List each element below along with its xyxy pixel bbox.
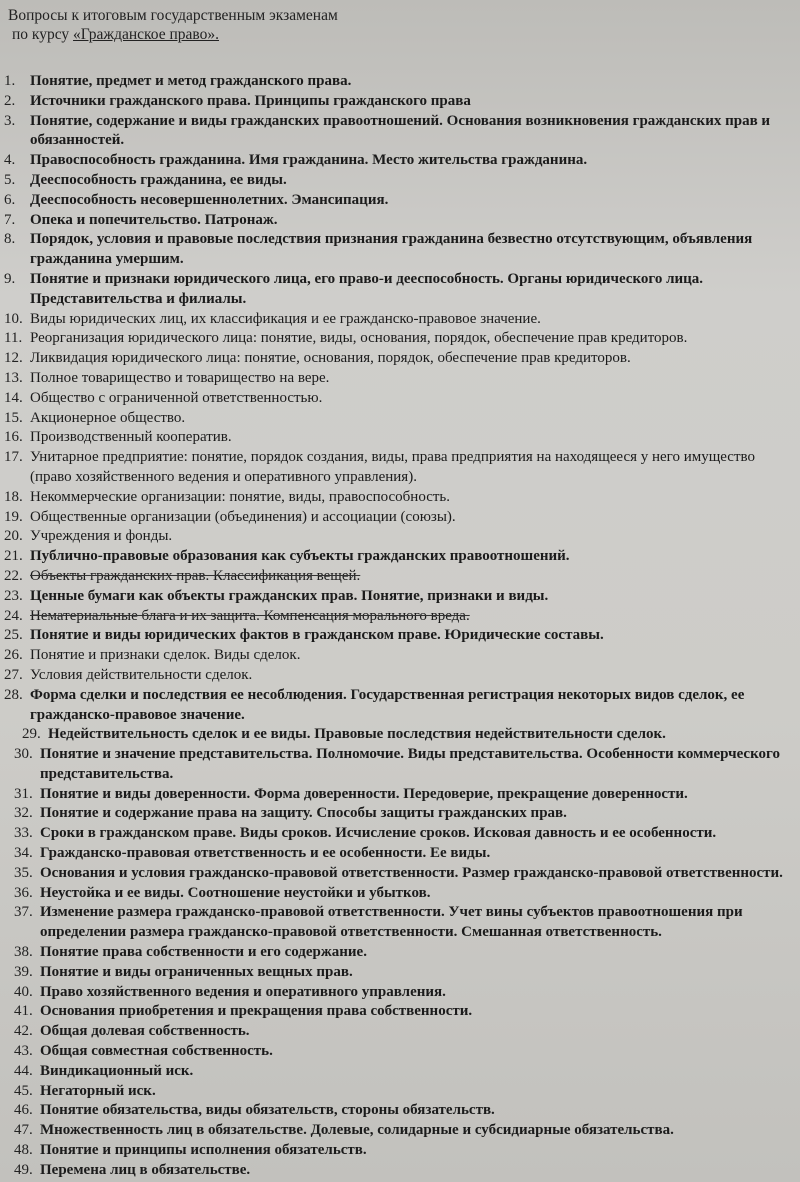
question-number: 12. <box>4 350 23 367</box>
question-number: 5. <box>4 171 16 188</box>
question-number: 22. <box>4 567 23 584</box>
question-text: Нематериальные блага и их защита. Компенсация морального вреда. <box>30 607 470 624</box>
question-item <box>0 488 800 508</box>
document-title-line2 <box>8 25 338 44</box>
question-number: 45. <box>14 1082 33 1099</box>
question-item <box>0 666 800 686</box>
question-item <box>0 112 800 152</box>
question-text: Унитарное предприятие: понятие, порядок создания, виды, права предприятия на находящееся у него имущество (право хозяйственного ведения и оперативного управления). <box>30 449 756 485</box>
question-text: Понятие и виды ограниченных вещных прав. <box>40 963 353 980</box>
question-item <box>0 1082 800 1102</box>
question-number: 33. <box>14 825 33 842</box>
question-item <box>0 448 800 488</box>
question-item <box>0 587 800 607</box>
question-item <box>0 270 800 310</box>
question-number: 46. <box>14 1102 33 1119</box>
question-number: 48. <box>14 1142 33 1159</box>
question-number: 30. <box>14 746 33 763</box>
question-number: 1. <box>4 73 16 89</box>
course-subject: «Гражданское право». <box>73 26 219 43</box>
question-item <box>0 230 800 270</box>
question-text: Виды юридических лиц, их классификация и ее гражданско-правовое значение. <box>30 310 541 327</box>
question-text: Понятие и содержание права на защиту. Способы защиты гражданских прав. <box>40 805 567 822</box>
question-text: Сроки в гражданском праве. Виды сроков. Исчисление сроков. Исковая давность и ее особенности. <box>40 825 717 842</box>
question-text: Негаторный иск. <box>40 1082 156 1099</box>
question-text: Виндикационный иск. <box>40 1062 194 1079</box>
question-number: 10. <box>4 310 23 327</box>
question-text: Ценные бумаги как объекты гражданских прав. Понятие, признаки и виды. <box>30 587 549 604</box>
question-number: 16. <box>4 429 23 446</box>
question-text: Некоммерческие организации: понятие, виды, правоспособность. <box>30 488 451 505</box>
question-text: Учреждения и фонды. <box>30 528 173 545</box>
question-item <box>0 92 800 112</box>
question-number: 29. <box>22 726 41 743</box>
question-item <box>0 349 800 369</box>
question-number: 36. <box>14 884 33 901</box>
question-number: 2. <box>4 92 16 109</box>
question-text: Общая совместная собственность. <box>40 1043 273 1060</box>
question-number: 24. <box>4 607 23 624</box>
question-number: 37. <box>14 904 33 921</box>
question-item <box>0 804 800 824</box>
question-text: Понятие и виды доверенности. Форма доверенности. Передоверие, прекращение доверенности. <box>40 785 688 802</box>
question-item <box>0 191 800 211</box>
question-item <box>0 607 800 627</box>
question-item <box>0 428 800 448</box>
question-item <box>0 686 800 726</box>
question-number: 8. <box>4 231 16 248</box>
question-text: Общая долевая собственность. <box>40 1023 250 1040</box>
question-number: 17. <box>4 449 23 466</box>
question-item <box>0 1161 800 1181</box>
question-number: 6. <box>4 191 16 208</box>
question-item <box>0 884 800 904</box>
question-item <box>0 310 800 330</box>
question-text: Право хозяйственного ведения и оперативного управления. <box>40 983 446 1000</box>
question-text: Изменение размера гражданско-правовой ответственности. Учет вины субъектов правоотношения при определении размера гражданско-правовой ответственности. Смешанная ответственность. <box>40 904 743 941</box>
question-text: Источники гражданского права. Принципы гражданского права <box>30 92 471 109</box>
question-item <box>0 1121 800 1141</box>
question-list <box>0 72 800 1181</box>
question-text: Ликвидация юридического лица: понятие, основания, порядок, обеспечение прав кредиторов. <box>30 350 631 367</box>
question-item <box>0 567 800 587</box>
question-item <box>0 864 800 884</box>
question-item <box>0 745 800 785</box>
question-text: Понятие и признаки юридического лица, его право-и дееспособность. Органы юридического лица. Представительства и филиалы. <box>30 270 704 307</box>
question-text: Общественные организации (объединения) и ассоциации (союзы). <box>30 508 456 525</box>
question-item <box>0 983 800 1003</box>
question-number: 13. <box>4 369 23 386</box>
question-number: 42. <box>14 1023 33 1040</box>
question-text: Неустойка и ее виды. Соотношение неустойки и убытков. <box>40 884 431 901</box>
question-text: Производственный кооператив. <box>30 429 232 446</box>
question-text: Основания и условия гражданско-правовой ответственности. Размер гражданско-правовой ответственности. <box>40 864 783 881</box>
question-item <box>0 211 800 231</box>
question-item <box>0 943 800 963</box>
question-text: Гражданско-правовая ответственность и ее особенности. Ее виды. <box>40 845 491 862</box>
question-text: Недействительность сделок и ее виды. Правовые последствия недействительности сделок. <box>48 726 666 743</box>
question-number: 14. <box>4 389 23 406</box>
question-item <box>0 329 800 349</box>
question-number: 47. <box>14 1122 33 1139</box>
question-item <box>0 409 800 429</box>
question-item <box>0 1101 800 1121</box>
question-text: Полное товарищество и товарищество на вере. <box>30 369 330 386</box>
question-text: Порядок, условия и правовые последствия признания гражданина безвестно отсутствующим, объявления гражданина умершим. <box>30 231 753 268</box>
question-text: Форма сделки и последствия ее несоблюдения. Государственная регистрация некоторых видов сделок, ее гражданско-правовое значение. <box>30 686 745 723</box>
question-number: 7. <box>4 211 16 228</box>
question-text: Понятие и виды юридических фактов в гражданском праве. Юридические составы. <box>30 627 604 644</box>
question-text: Правоспособность гражданина. Имя гражданина. Место жительства гражданина. <box>30 152 588 169</box>
question-number: 3. <box>4 112 16 129</box>
question-number: 4. <box>4 152 16 169</box>
question-number: 39. <box>14 963 33 980</box>
question-text: Опека и попечительство. Патронаж. <box>30 211 278 228</box>
question-text: Понятие, содержание и виды гражданских правоотношений. Основания возникновения гражданских прав и обязанностей. <box>30 112 771 149</box>
question-number: 49. <box>14 1161 33 1178</box>
question-number: 40. <box>14 983 33 1000</box>
question-number: 34. <box>14 845 33 862</box>
document-title-line1: Вопросы к итоговым государственным экзаменам <box>8 7 338 24</box>
question-item <box>0 626 800 646</box>
question-item <box>0 844 800 864</box>
question-number: 19. <box>4 508 23 525</box>
question-number: 35. <box>14 864 33 881</box>
question-item <box>0 1022 800 1042</box>
question-item <box>0 1141 800 1161</box>
question-text: Множественность лиц в обязательстве. Долевые, солидарные и субсидиарные обязательства. <box>40 1122 674 1139</box>
question-item <box>0 151 800 171</box>
question-number: 44. <box>14 1062 33 1079</box>
question-text: Понятие и значение представительства. Полномочие. Виды представительства. Особенности коммерческого представительства. <box>40 746 780 782</box>
question-item <box>0 963 800 983</box>
question-text: Понятие, предмет и метод гражданского права. <box>30 73 352 89</box>
question-item <box>0 903 800 943</box>
question-item <box>0 1062 800 1082</box>
question-text: Условия действительности сделок. <box>30 666 253 683</box>
question-text: Понятие права собственности и его содержание. <box>40 944 367 961</box>
question-number: 9. <box>4 270 16 287</box>
question-item <box>0 725 800 745</box>
question-text: Акционерное общество. <box>30 409 186 426</box>
question-number: 31. <box>14 785 33 802</box>
question-number: 23. <box>4 587 23 604</box>
question-item <box>0 785 800 805</box>
question-text: Дееспособность несовершеннолетних. Эмансипация. <box>30 191 389 208</box>
question-item <box>0 547 800 567</box>
question-text: Общество с ограниченной ответственностью. <box>30 389 323 406</box>
question-item <box>0 1042 800 1062</box>
question-number: 38. <box>14 944 33 961</box>
question-text: Реорганизация юридического лица: понятие, виды, основания, порядок, обеспечение прав кредиторов. <box>30 330 688 347</box>
question-number: 41. <box>14 1003 33 1020</box>
question-item <box>0 646 800 666</box>
question-text: Объекты гражданских прав. Классификация вещей. <box>30 567 361 584</box>
question-number: 25. <box>4 627 23 644</box>
question-number: 26. <box>4 647 23 664</box>
question-number: 32. <box>14 805 33 822</box>
question-number: 21. <box>4 548 23 565</box>
question-number: 27. <box>4 666 23 683</box>
question-item <box>0 389 800 409</box>
question-text: Перемена лиц в обязательстве. <box>40 1161 251 1178</box>
question-number: 43. <box>14 1043 33 1060</box>
question-number: 11. <box>4 330 23 347</box>
question-text: Публично-правовые образования как субъекты гражданских правоотношений. <box>30 548 570 565</box>
question-item <box>0 369 800 389</box>
question-item <box>0 72 800 92</box>
question-item <box>0 824 800 844</box>
question-text: Понятие обязательства, виды обязательств, стороны обязательств. <box>40 1102 495 1119</box>
question-number: 15. <box>4 409 23 426</box>
question-text: Основания приобретения и прекращения права собственности. <box>40 1003 473 1020</box>
question-text: Дееспособность гражданина, ее виды. <box>30 171 287 188</box>
question-number: 18. <box>4 488 23 505</box>
question-item <box>0 171 800 191</box>
question-item <box>0 527 800 547</box>
question-number: 20. <box>4 528 23 545</box>
title-prefix: по курсу <box>12 26 74 43</box>
question-item <box>0 508 800 528</box>
question-number: 28. <box>4 686 23 703</box>
document-header <box>8 6 338 44</box>
question-item <box>0 1002 800 1022</box>
question-text: Понятие и признаки сделок. Виды сделок. <box>30 647 301 664</box>
question-text: Понятие и принципы исполнения обязательств. <box>40 1142 367 1159</box>
